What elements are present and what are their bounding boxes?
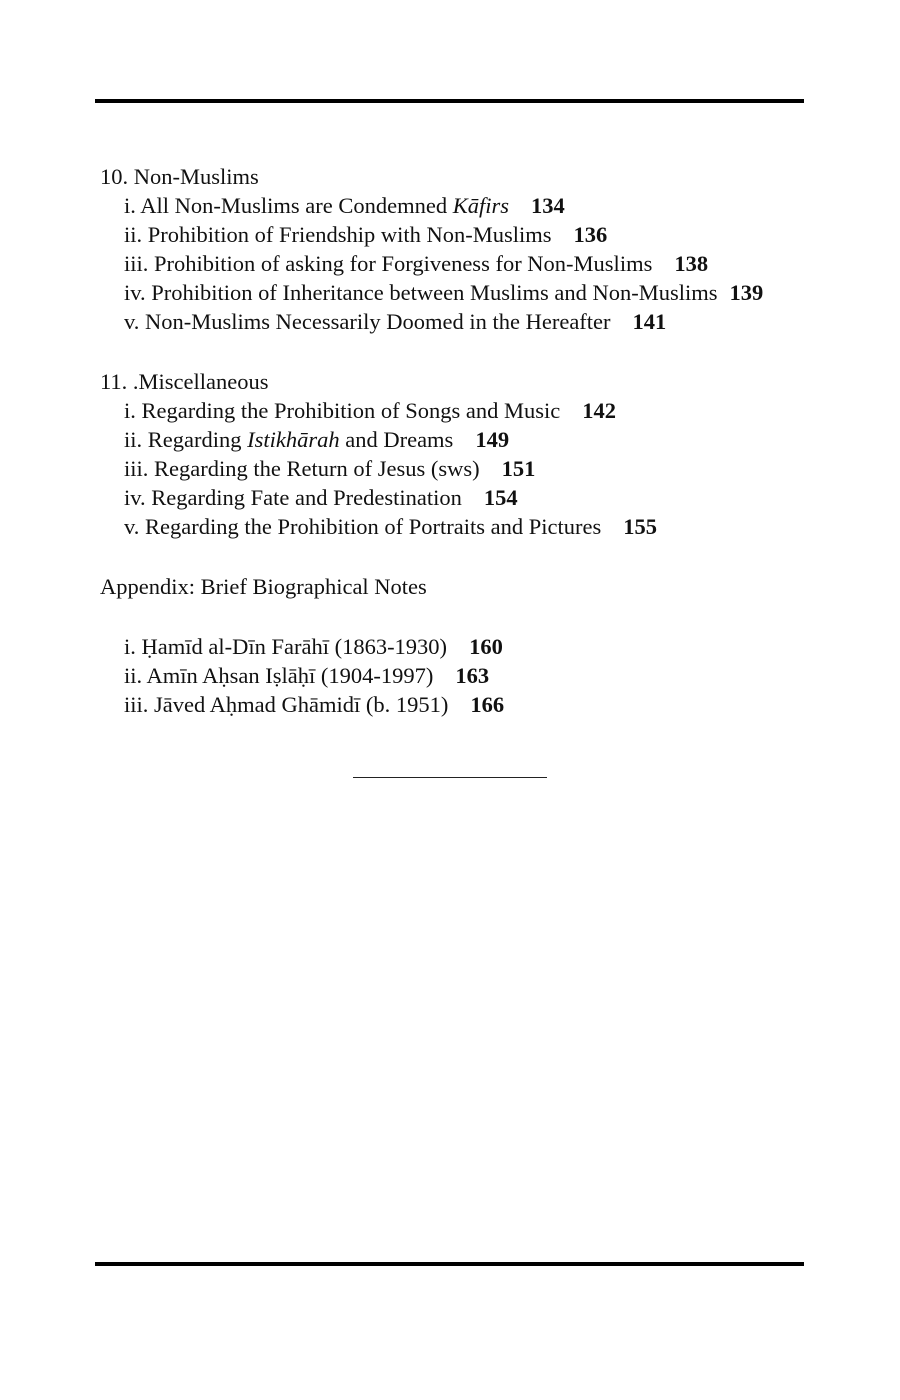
toc-entry[interactable]: [100, 307, 820, 336]
toc-entry[interactable]: [100, 220, 820, 249]
toc-entry[interactable]: [100, 249, 820, 278]
toc-entry[interactable]: [100, 690, 820, 719]
bottom-rule: [95, 1262, 804, 1266]
page-number: 136: [573, 222, 608, 247]
section-divider: [353, 777, 547, 778]
entry-title: ii. Regarding: [124, 427, 248, 452]
page-number: 138: [674, 251, 709, 276]
page-number: 160: [469, 634, 503, 659]
toc-entry[interactable]: [100, 632, 820, 661]
entry-title: iii. Prohibition of asking for Forgiveness for Non-Muslims: [124, 251, 653, 276]
toc-entry[interactable]: [100, 278, 820, 307]
toc-entry[interactable]: [100, 483, 820, 512]
entry-title: i. All Non-Muslims are Condemned: [124, 193, 453, 218]
entry-title-rest: and Dreams: [339, 427, 454, 452]
toc-entry[interactable]: [100, 454, 820, 483]
entry-title: iv. Prohibition of Inheritance between Muslims and Non-Muslims: [124, 280, 718, 305]
entry-title: ii. Prohibition of Friendship with Non-Muslims: [124, 222, 552, 247]
page-number: 134: [531, 193, 565, 218]
page-number: 142: [582, 398, 616, 423]
entry-title: iv. Regarding Fate and Predestination: [124, 485, 462, 510]
page-number: 166: [470, 692, 505, 717]
section-heading: 11. .Miscellaneous: [100, 369, 269, 394]
entry-title: iii. Jāved Aḥmad Ghāmidī (b. 1951): [124, 692, 449, 717]
page-number: 149: [475, 427, 510, 452]
table-of-contents: [100, 162, 820, 719]
section-miscellaneous: [100, 367, 820, 541]
section-heading: 10. Non-Muslims: [100, 164, 259, 189]
entry-title: i. Regarding the Prohibition of Songs and Music: [124, 398, 561, 423]
section-appendix: [100, 572, 820, 719]
entry-title-italic: Istikhārah: [247, 427, 340, 452]
toc-entry[interactable]: [100, 396, 820, 425]
entry-title: i. Ḥamīd al-Dīn Farāhī (1863-1930): [124, 634, 448, 659]
entry-title: ii. Amīn Aḥsan Iṣlāḥī (1904-1997): [124, 663, 434, 688]
entry-title: v. Non-Muslims Necessarily Doomed in the Hereafter: [124, 309, 611, 334]
toc-entry[interactable]: [100, 191, 820, 220]
entry-title: iii. Regarding the Return of Jesus (sws): [124, 456, 480, 481]
section-non-muslims: [100, 162, 820, 336]
page-number: 163: [455, 663, 490, 688]
page-number: 154: [483, 485, 518, 510]
toc-entry[interactable]: [100, 661, 820, 690]
top-rule: [95, 99, 804, 103]
entry-title: v. Regarding the Prohibition of Portraits and Pictures: [124, 514, 602, 539]
appendix-heading: Appendix: Brief Biographical Notes: [100, 574, 427, 599]
toc-entry[interactable]: [100, 425, 820, 454]
page-number: 151: [501, 456, 536, 481]
page-number: 139: [729, 280, 764, 305]
page-number: 155: [623, 514, 657, 539]
page-number: 141: [632, 309, 667, 334]
entry-title-italic: Kāfirs: [452, 193, 510, 218]
toc-entry[interactable]: [100, 512, 820, 541]
